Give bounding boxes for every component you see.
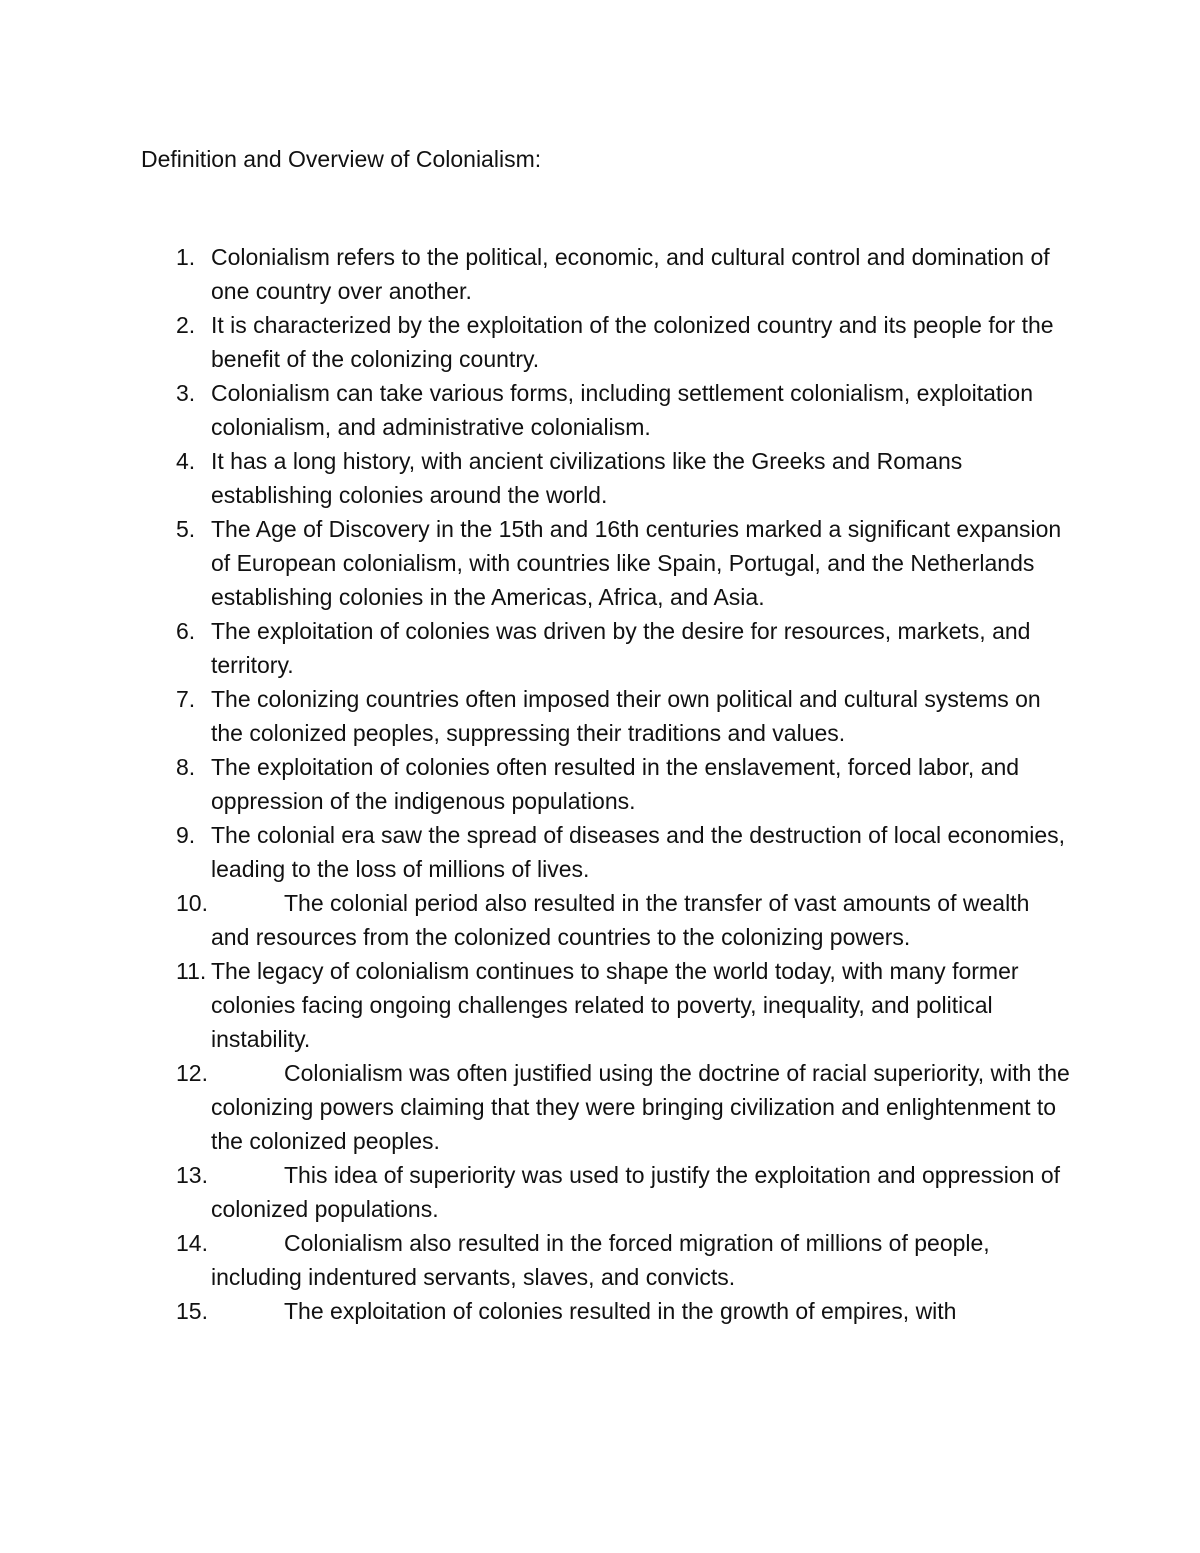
- list-item: [0, 1294, 1071, 1328]
- list-item: [0, 444, 1071, 512]
- list-item-number: 5.: [176, 516, 196, 542]
- list-item-text: Colonialism was often justified using the doctrine of racial superiority, with the colonizing powers claiming that they were bringing civilization and enlightenment to the colonized peoples.: [211, 1060, 1070, 1154]
- list-item-text: The colonial era saw the spread of diseases and the destruction of local economies, leading to the loss of millions of lives.: [211, 822, 1066, 882]
- colonialism-list: [0, 240, 1200, 1328]
- list-item: [0, 240, 1071, 308]
- list-item-text: Colonialism refers to the political, economic, and cultural control and domination of one country over another.: [211, 244, 1050, 304]
- list-item: [0, 1226, 1071, 1294]
- list-item-number: 7.: [176, 686, 196, 712]
- list-item-number: 8.: [176, 754, 196, 780]
- list-item: [0, 308, 1071, 376]
- list-item-text: The exploitation of colonies was driven by the desire for resources, markets, and territory.: [211, 618, 1031, 678]
- list-item-number: 10.: [176, 890, 208, 916]
- list-item: [0, 512, 1071, 614]
- list-item-text: This idea of superiority was used to justify the exploitation and oppression of colonized populations.: [211, 1162, 1061, 1222]
- list-item-number: 12.: [176, 1060, 208, 1086]
- list-item-text: The colonizing countries often imposed their own political and cultural systems on the colonized peoples, suppressing their traditions and values.: [211, 686, 1041, 746]
- list-item-number: 1.: [176, 244, 196, 270]
- list-item-number: 4.: [176, 448, 196, 474]
- list-item: [0, 750, 1071, 818]
- document-title: Definition and Overview of Colonialism:: [141, 146, 542, 172]
- list-item: [0, 682, 1071, 750]
- list-item: [0, 886, 1071, 954]
- list-item-text: The legacy of colonialism continues to shape the world today, with many former colonies facing ongoing challenges related to poverty, inequality, and political instability.: [211, 958, 1019, 1052]
- list-item-number: 3.: [176, 380, 196, 406]
- list-item: [0, 614, 1071, 682]
- list-item-number: 14.: [176, 1230, 208, 1256]
- list-item: [0, 954, 1071, 1056]
- list-item-text: The exploitation of colonies often resulted in the enslavement, forced labor, and oppression of the indigenous populations.: [211, 754, 1020, 814]
- list-item: [0, 376, 1071, 444]
- list-item-text: It is characterized by the exploitation of the colonized country and its people for the benefit of the colonizing country.: [211, 312, 1054, 372]
- list-item-number: 9.: [176, 822, 196, 848]
- list-item-number: 13.: [176, 1162, 208, 1188]
- list-item-number: 15.: [176, 1298, 208, 1324]
- list-item: [0, 1158, 1071, 1226]
- list-item-number: 6.: [176, 618, 196, 644]
- list-item-number: 2.: [176, 312, 196, 338]
- list-item-text: Colonialism can take various forms, including settlement colonialism, exploitation colonialism, and administrative colonialism.: [211, 380, 1033, 440]
- list-item-text: It has a long history, with ancient civilizations like the Greeks and Romans establishing colonies around the world.: [211, 448, 963, 508]
- list-item-text: The Age of Discovery in the 15th and 16th centuries marked a significant expansion of European colonialism, with countries like Spain, Portugal, and the Netherlands establishing colonies in the Americas, Africa, and Asia.: [211, 516, 1062, 610]
- list-item: [0, 1056, 1071, 1158]
- list-item-text: The colonial period also resulted in the transfer of vast amounts of wealth and resources from the colonized countries to the colonizing powers.: [211, 890, 1030, 950]
- list-item-text: Colonialism also resulted in the forced migration of millions of people, including indentured servants, slaves, and convicts.: [211, 1230, 990, 1290]
- list-item: [0, 818, 1071, 886]
- list-item-text: The exploitation of colonies resulted in the growth of empires, with: [284, 1298, 957, 1324]
- list-item-number: 11.: [176, 958, 207, 984]
